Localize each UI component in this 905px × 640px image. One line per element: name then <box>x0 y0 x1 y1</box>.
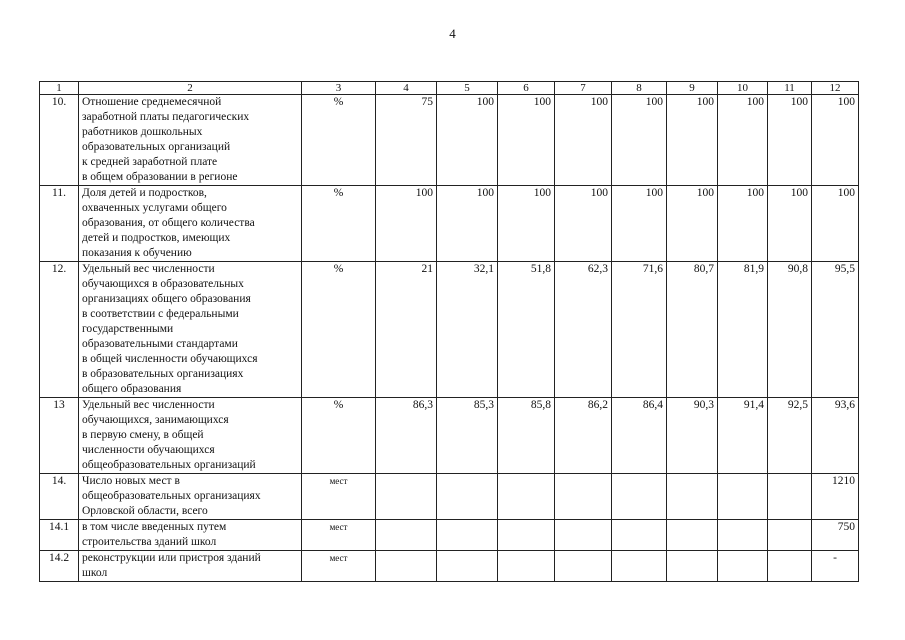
description-line: обучающихся, занимающихся <box>82 414 229 426</box>
value-cell: 81,9 <box>718 262 768 398</box>
column-header: 6 <box>498 82 555 95</box>
value-cell <box>718 520 768 551</box>
value-cell: 51,8 <box>498 262 555 398</box>
table-row <box>40 551 859 582</box>
description-line: охваченных услугами общего <box>82 202 227 214</box>
value-cell: 100 <box>555 95 612 186</box>
value-cell: 95,5 <box>812 262 859 398</box>
value-cell: 86,4 <box>612 398 667 474</box>
column-header: 8 <box>612 82 667 95</box>
description-line: образования, от общего количества <box>82 217 255 229</box>
indicator-description <box>79 262 302 398</box>
value-cell <box>437 520 498 551</box>
table-row <box>40 262 859 398</box>
column-header: 10 <box>718 82 768 95</box>
unit-of-measure: % <box>302 186 376 262</box>
value-cell: 100 <box>667 95 718 186</box>
unit-of-measure: % <box>302 398 376 474</box>
description-line: Удельный вес численности <box>82 399 215 411</box>
value-cell: 90,8 <box>768 262 812 398</box>
unit-of-measure: мест <box>302 474 376 520</box>
value-cell <box>376 551 437 582</box>
value-cell: 91,4 <box>718 398 768 474</box>
description-line: Орловской области, всего <box>82 505 208 517</box>
value-cell: 93,6 <box>812 398 859 474</box>
value-cell <box>555 474 612 520</box>
description-line: Удельный вес численности <box>82 263 215 275</box>
value-cell: 100 <box>498 186 555 262</box>
row-number: 14.2 <box>40 551 79 582</box>
value-cell <box>768 520 812 551</box>
value-cell <box>498 551 555 582</box>
value-cell: 62,3 <box>555 262 612 398</box>
description-line: реконструкции или пристроя зданий <box>82 552 261 564</box>
value-cell: 750 <box>812 520 859 551</box>
column-header: 1 <box>40 82 79 95</box>
indicator-description <box>79 474 302 520</box>
description-line: в образовательных организациях <box>82 368 244 380</box>
value-cell <box>555 520 612 551</box>
unit-of-measure: мест <box>302 551 376 582</box>
description-line: Доля детей и подростков, <box>82 187 207 199</box>
value-cell: 100 <box>612 95 667 186</box>
column-header: 7 <box>555 82 612 95</box>
description-line: образовательными стандартами <box>82 338 238 350</box>
value-cell: 100 <box>498 95 555 186</box>
value-cell <box>498 474 555 520</box>
description-line: общеобразовательных организациях <box>82 490 261 502</box>
description-line: организациях общего образования <box>82 293 251 305</box>
value-cell <box>612 474 667 520</box>
column-header: 12 <box>812 82 859 95</box>
column-header: 5 <box>437 82 498 95</box>
value-cell: 85,3 <box>437 398 498 474</box>
value-cell: 90,3 <box>667 398 718 474</box>
value-cell: 85,8 <box>498 398 555 474</box>
description-line: численности обучающихся <box>82 444 215 456</box>
description-line: в общей численности обучающихся <box>82 353 258 365</box>
value-cell: 86,3 <box>376 398 437 474</box>
indicator-description <box>79 551 302 582</box>
description-line: в соответствии с федеральными <box>82 308 239 320</box>
row-number: 14. <box>40 474 79 520</box>
description-line: детей и подростков, имеющих <box>82 232 231 244</box>
column-header: 2 <box>79 82 302 95</box>
column-header: 9 <box>667 82 718 95</box>
value-cell: 100 <box>718 186 768 262</box>
row-number: 13 <box>40 398 79 474</box>
value-cell: 100 <box>667 186 718 262</box>
indicators-table <box>39 81 859 582</box>
value-cell <box>768 474 812 520</box>
description-line: в общем образовании в регионе <box>82 171 238 183</box>
table-body <box>40 95 859 582</box>
value-cell <box>555 551 612 582</box>
description-line: в первую смену, в общей <box>82 429 204 441</box>
value-cell: 71,6 <box>612 262 667 398</box>
value-cell: 100 <box>376 186 437 262</box>
unit-of-measure: мест <box>302 520 376 551</box>
value-cell: 100 <box>768 95 812 186</box>
value-cell <box>667 474 718 520</box>
page-number: 4 <box>449 26 456 41</box>
indicator-description <box>79 95 302 186</box>
value-cell <box>768 551 812 582</box>
description-line: Число новых мест в <box>82 475 180 487</box>
description-line: образовательных организаций <box>82 141 231 153</box>
unit-of-measure: % <box>302 95 376 186</box>
table-row <box>40 95 859 186</box>
indicator-description <box>79 186 302 262</box>
table-row <box>40 474 859 520</box>
row-number: 14.1 <box>40 520 79 551</box>
description-line: показания к обучению <box>82 247 192 259</box>
description-line: школ <box>82 567 108 579</box>
row-number: 10. <box>40 95 79 186</box>
value-cell <box>437 551 498 582</box>
value-cell: 100 <box>437 186 498 262</box>
value-cell: 100 <box>555 186 612 262</box>
value-cell: 80,7 <box>667 262 718 398</box>
value-cell <box>667 520 718 551</box>
description-line: строительства зданий школ <box>82 536 217 548</box>
value-cell: - <box>812 551 859 582</box>
value-cell <box>612 520 667 551</box>
value-cell: 100 <box>812 95 859 186</box>
value-cell: 32,1 <box>437 262 498 398</box>
unit-of-measure: % <box>302 262 376 398</box>
value-cell: 100 <box>812 186 859 262</box>
value-cell <box>667 551 718 582</box>
description-line: обучающихся в образовательных <box>82 278 244 290</box>
column-header: 3 <box>302 82 376 95</box>
value-cell: 92,5 <box>768 398 812 474</box>
value-cell: 1210 <box>812 474 859 520</box>
value-cell <box>437 474 498 520</box>
value-cell: 100 <box>612 186 667 262</box>
indicator-description <box>79 398 302 474</box>
description-line: Отношение среднемесячной <box>82 96 222 108</box>
value-cell: 86,2 <box>555 398 612 474</box>
column-header: 11 <box>768 82 812 95</box>
value-cell <box>376 520 437 551</box>
column-header: 4 <box>376 82 437 95</box>
table-row <box>40 520 859 551</box>
value-cell: 100 <box>768 186 812 262</box>
value-cell <box>718 474 768 520</box>
description-line: заработной платы педагогических <box>82 111 250 123</box>
value-cell <box>498 520 555 551</box>
value-cell: 100 <box>437 95 498 186</box>
value-cell <box>718 551 768 582</box>
value-cell: 100 <box>718 95 768 186</box>
table-row <box>40 398 859 474</box>
header-row <box>40 82 859 95</box>
row-number: 12. <box>40 262 79 398</box>
description-line: в том числе введенных путем <box>82 521 227 533</box>
value-cell: 21 <box>376 262 437 398</box>
value-cell <box>376 474 437 520</box>
table-row <box>40 186 859 262</box>
description-line: государственными <box>82 323 174 335</box>
value-cell <box>612 551 667 582</box>
indicator-description <box>79 520 302 551</box>
description-line: работников дошкольных <box>82 126 203 138</box>
description-line: общеобразовательных организаций <box>82 459 256 471</box>
value-cell: 75 <box>376 95 437 186</box>
description-line: к средней заработной плате <box>82 156 218 168</box>
description-line: общего образования <box>82 383 182 395</box>
row-number: 11. <box>40 186 79 262</box>
